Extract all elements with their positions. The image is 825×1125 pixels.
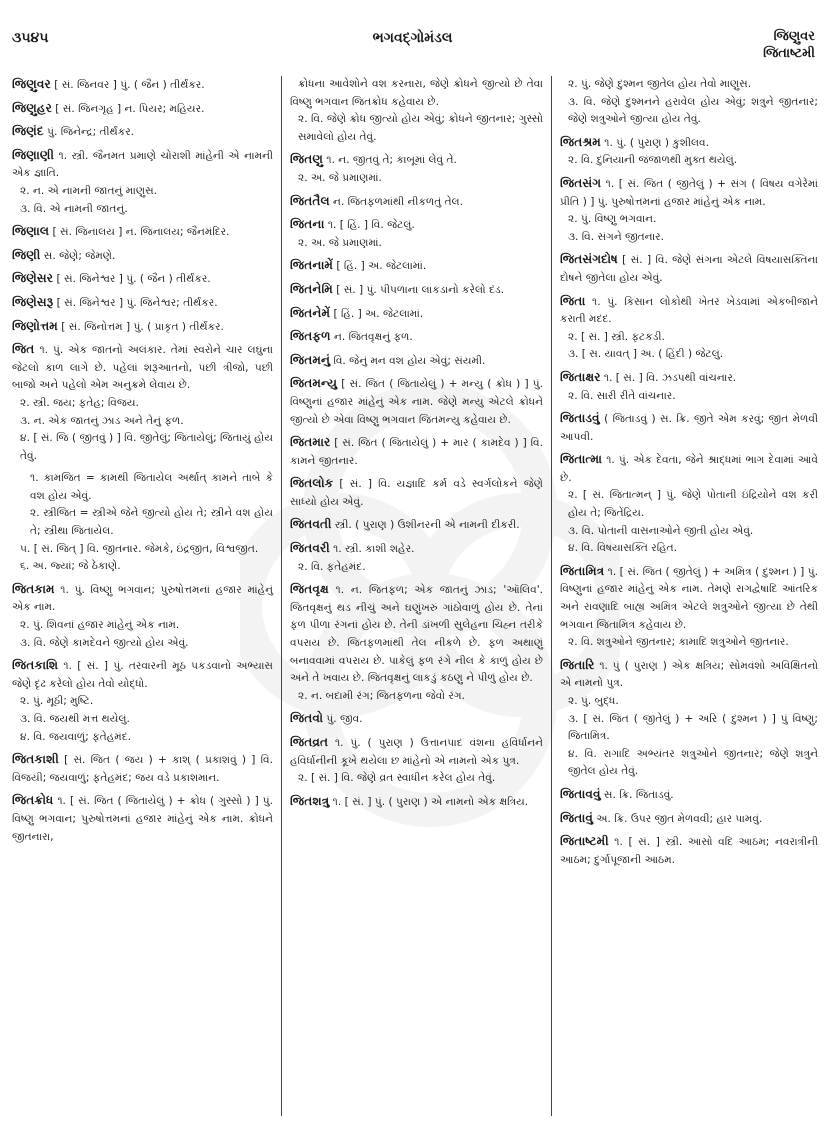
- definition: [ સં. ] વિ. યજ્ઞાદિ કર્મ વડે સ્વર્ગલોકને જેણે સાધ્યો હોય એવું.: [290, 478, 543, 508]
- definition: [ સં. જિનવર ] પું. ( જૈન ) તીર્થંકર.: [54, 79, 205, 91]
- headword: જિતસંગ: [560, 175, 602, 190]
- definition: [ હિં. ] અ. જેટલામાં.: [336, 260, 427, 273]
- definition: ૧. [ સં. ] પું. તરવારની મૂઠ પકડવાનો અભ્યાસ જેણે દૃઢ કરેલો હોય તેવો યોદ્ધો.: [12, 660, 273, 690]
- dictionary-entry: [12, 76, 273, 95]
- definition: ૧. [ સં. ] સ્ત્રી. આસો વદિ આઠમ; નવરાત્રીની આઠમ; દુર્ગાપૂજાની આઠમ.: [560, 836, 818, 866]
- headword: જિતાક્ષર: [560, 369, 601, 384]
- definition: [ હિં. ] અ. જેટલામાં.: [333, 307, 424, 320]
- dictionary-entry: [12, 751, 273, 787]
- dictionary-entry: [560, 657, 818, 781]
- definition: ૧. ન. જિતફળ; એક જાતનું ઝાડ; 'ઑલિવ'. જિતવૃક્ષનું થડ નીચું અને ઘણુંખરું ગાંઠોવાળું હોય છે. તેનાં ફળ પીળા રંગનાં હોય છે. તેની ડાંખળી સુલેહના ચિહ્ન તરીકે વપરાય છે. જિતફળમાંથી તેલ નીકળે છે. ફળ અથાણું બનાવવામાં વપરાય છે. પાકેલું ફળ રંગે નીલ કે કાળું હોય છે અને તે ખવાય છે. જિતવૃક્ષનું લાકડું કઠણુ ને પીળું હોય છે.: [290, 584, 543, 685]
- definition: સ. જેણે; જેમણે.: [43, 249, 116, 262]
- headword: જિતના: [290, 217, 325, 232]
- dictionary-entry: [12, 341, 273, 465]
- headword: જિતફળ: [290, 329, 331, 344]
- sense: ૨. પું. શિવનાં હજાર માંહેનું એક નામ.: [20, 619, 180, 632]
- dictionary-entry: [12, 223, 273, 242]
- definition: [ સં. ] પું. પીપળાના લાકડાનો કરેલો દંડ.: [336, 283, 505, 296]
- headword: જિતલોક: [290, 476, 334, 491]
- definition: ૧. [ સં. જિત ( જીતેલું ) + અમિત્ર ( દુશ્મન ) ] પું. વિષ્ણુનાં હજાર માંહેનું એક નામ. તેમણે રાગદ્વેષાદિ આંતરિક અને રાવણાદિ બાહ્ય અમિત્ર એટલે શત્રુઓને જીત્યા છે તેથી ભગવાન જિતામિત્ર કહેવાય છે.: [560, 565, 818, 631]
- sense: ૩. વિ. સંગને જીતનાર.: [568, 230, 665, 243]
- definition: ૧. ન. જીતવું તે; કાબૂમાં લેવું તે.: [326, 154, 457, 167]
- dictionary-entry: [290, 375, 543, 429]
- definition: ૧. પું ( પુરાણ ) એક ક્ષત્રિય; સોમવંશો અવિક્ષિતનો એ નામનો પુત્ર.: [560, 659, 818, 690]
- headword: જિતશ્રમ: [560, 134, 601, 149]
- definition: ૧. સ્ત્રી. કાશી શહેર.: [333, 543, 415, 556]
- sense: ૩. ન. એક જાતનું ઝાડ અને તેનું ફળ.: [20, 414, 184, 427]
- definition: વિ. જેનું મન વશ હોય એવું; સંયમી.: [333, 354, 486, 367]
- headword: જિતા: [560, 293, 586, 308]
- dictionary-entry: [12, 581, 273, 652]
- definition: [ સં. જિત ( જય ) + કાશ્ ( પ્રકાશવું ) ] વિ. વિજયી; જયવાળું; ફતેહમંદ; જય વડે પ્રકાશમાન.: [12, 754, 273, 784]
- dictionary-entry: [560, 134, 818, 170]
- sense: ૨. [ સં. ] સ્ત્રી. ફટકડી.: [568, 330, 665, 343]
- definition: ૧. પું. ( પુરાણ ) ઉત્તાનપાદ વંશના હવિર્ધાનને હવિર્ધાનીની કૂખે થયેલા છ માંહેનો એ નામનો એક પુત્ર.: [290, 737, 543, 767]
- dictionary-entry: [12, 247, 273, 266]
- definition: ક્રોધના આવેશોને વશ કરનારા, જેણે ક્રોધને જીત્યો છે તેવા વિષ્ણુ ભગવાન જિતક્રોધ કહેવાય છે.: [290, 78, 543, 108]
- dictionary-entry: [290, 434, 543, 470]
- sense: ૩. વિ. જયથી મત્ત થયેલું.: [20, 713, 130, 725]
- dictionary-entry: [290, 710, 543, 729]
- sense: ૪. વિ. રાગાદિ અભ્યંતર શત્રુઓને જીતનાર; જેણે શત્રુને જીતેલ હોય તેવું.: [568, 747, 818, 778]
- definition: ૧. પું. એક જાતનો અલંકાર. તેમાં સ્વરોને ચાર લઘુના જેટલો કાળ લાગે છે. પહેલાં શરૂઆતનો, પછી ત્રીજો, પછી બાજો અને પહેલો એમ અનુક્રમે લેવાય છે.: [12, 344, 273, 392]
- definition: ૧. પું. એક દેવતા, જેને શ્રાદ્ધમાં ભાગ દેવામાં આવે છે.: [560, 454, 818, 484]
- definition: સ્ત્રી. ( પુરાણ ) ઉશીનરની એ નામની દીકરી.: [334, 519, 520, 532]
- example-sense: ૨. સ્ત્રીજિત = સ્ત્રીએ જેને જીત્યો હોય તે; સ્ત્રીને વશ હોય તે; સ્ત્રીથા જિતાયેલ.: [30, 507, 273, 538]
- definition: [ સં. જિનાલય ] ન. જિનાલય; જૈનમંદિર.: [52, 226, 230, 239]
- sense: ૬. અ. જ્યાં; જે ઠેકાણે.: [20, 560, 121, 573]
- sense: ૨. વિ. જેણે ક્રોધ જીત્યો હોય એવું; ક્રોધને જીતનાર; ગુસ્સો સમાવેલો હોય તેવું.: [298, 113, 543, 143]
- headword: જિતણુ: [290, 152, 323, 167]
- dictionary-entry: [560, 563, 818, 652]
- definition: ૧. પું. કિસાન લોકોથી ખેતર ખેડવામાં એકબીજાને કરાતી મદદ.: [560, 295, 818, 326]
- definition: [ સં. જિનોત્તમ ] પું. ( પ્રાકૃત ) તીર્થંકર.: [61, 320, 224, 333]
- dictionary-entry: [560, 293, 818, 364]
- dictionary-entry: [290, 516, 543, 535]
- running-title: ભગવદ્ગોમંડલ: [372, 30, 453, 46]
- dictionary-entry: [290, 540, 543, 576]
- definition: ( જિતાડવું ) સ. ક્રિ. જીતે એમ કરવું; જીત મેળવી આપવી.: [560, 413, 818, 443]
- headword: જિતકાશી: [12, 752, 59, 767]
- definition: ૧. સ્ત્રી. જૈનમત પ્રમાણે ચોરાશી માંહેની એ નામની એક જ્ઞાતિ.: [12, 149, 273, 180]
- guide-word-first: જિણુવર: [773, 29, 815, 44]
- sense: ૪. [ સં. જિ ( જીતવું ) ] વિ. જીતેલું; જિતાયેલું; જિતાયું હોય તેવું.: [20, 432, 273, 462]
- definition: [ સં. ] વિ. જેણે સંગના એટલે વિષયાસક્તિના દોષને જીતેલા હોય એવું.: [560, 254, 818, 284]
- sense: ૨. પું. મૂઠી; મુષ્ટિ.: [20, 695, 94, 708]
- column-3: [552, 76, 818, 1116]
- dictionary-entry: [290, 581, 543, 705]
- definition: ૧. [ સં. ] પું. ( પુરાણ ) એ નામનો એક ક્ષત્રિય.: [332, 795, 529, 808]
- sense: ૨. વિ. સારી રીતે વાંચનાર.: [568, 389, 676, 402]
- headword: જિણેસર: [12, 271, 54, 286]
- column-1: [10, 76, 282, 1116]
- headword: જિતવો: [290, 711, 324, 726]
- dictionary-entry: [560, 786, 818, 805]
- dictionary-entry: [12, 123, 273, 142]
- dictionary-entry: [12, 100, 273, 119]
- page-header: [0, 28, 825, 68]
- headword: જિતાડવું: [560, 411, 600, 426]
- sense: ૫. [ સં. જિત્ ] વિ. જીતનાર. જેમકે, ઇંદ્રજીત, વિશ્વજીત.: [20, 542, 259, 555]
- headword: જિતસંગદોષ: [560, 252, 618, 267]
- headword: જિતકાશિ: [12, 658, 59, 673]
- dictionary-entry: [560, 175, 818, 246]
- headword: જિતશત્રુ: [290, 793, 330, 808]
- sense: ૩. વિ. જેણે દુશ્મનને હરાવેલ હોય એવું; શત્રુને જીતનાર; જેણે શત્રુઓને જીત્યા હોય તેવું.: [568, 95, 818, 126]
- sense: ૨. વિ. દુનિયાની જંજાળથી મુક્ત થયેલું.: [568, 154, 738, 167]
- guide-words: [763, 28, 815, 62]
- dictionary-entry: [290, 793, 543, 812]
- headword: જિતમાર: [290, 435, 331, 450]
- headword: જિણી: [12, 247, 41, 262]
- definition: પું. જિનેન્દ્ર; તીર્થંકર.: [47, 126, 135, 139]
- sense: ૨. પું. બુદ્ધ.: [568, 695, 619, 707]
- dictionary-entry: [290, 734, 543, 788]
- headword: જિત: [12, 342, 35, 357]
- sense: ૨. અ. જે પ્રમાણમાં.: [298, 236, 382, 249]
- sense: ૩. [ સં. જિત ( જીતેલું ) + અરિ ( દુશ્મન ) ] પું વિષ્ણુ; જિતામિત્ર.: [568, 712, 818, 743]
- dictionary-entry: [12, 294, 273, 313]
- definition: પું. જીવ.: [326, 713, 363, 726]
- headword: જિતનામેં: [290, 258, 334, 273]
- dictionary-entry: [12, 147, 273, 218]
- dictionary-entry: [560, 810, 818, 829]
- sense: ૪. વિ. વિષયાસક્તિ રહિત.: [568, 542, 678, 555]
- headword: જિણુવર: [12, 77, 51, 91]
- headword: જિતવૃક્ષ: [290, 582, 329, 597]
- dictionary-entry: [560, 410, 818, 446]
- dictionary-entry: [290, 76, 543, 146]
- headword: જિતાવું: [560, 810, 593, 825]
- definition: ૧. [ સં. જિત ( જિતાયેલું ) + ક્રોધ ( ગુસ્સો ) ] પું. વિષ્ણુ ભગવાન; પુરુષોત્તમનાં હજાર માંહેનું એક નામ. ક્રોધને જીતનારા,: [12, 795, 273, 843]
- dictionary-columns: [10, 76, 818, 1116]
- dictionary-entry: [290, 216, 543, 252]
- sense: ૩. [ સ. યાવત્ ] અ. ( હિંદી ) જેટલું.: [568, 348, 724, 361]
- headword: જિતાવવું: [560, 786, 601, 801]
- sense: ૩. વિ. પોતાની વાસનાઓને જીતી હોય એવું.: [568, 524, 754, 537]
- headword: જિતનેમેં: [290, 305, 331, 320]
- definition: ૧. [ હિં. ] વિ. જેટલું.: [327, 219, 415, 232]
- dictionary-entry: [12, 318, 273, 337]
- dictionary-entry: [290, 281, 543, 300]
- sense: ૨. વિ. ફતેહમંદ.: [298, 560, 366, 573]
- headword: જિણાલ: [12, 224, 50, 239]
- headword: જિતક્રોધ: [12, 793, 54, 808]
- page-number: ૩૫૪૫: [12, 30, 49, 46]
- headword: જિતતૈલ: [290, 193, 330, 208]
- dictionary-entry: [560, 251, 818, 287]
- headword: જિતવતી: [290, 517, 332, 532]
- sense: ૪. વિ. જયવાળું; ફતેહમંદ.: [20, 730, 132, 743]
- definition: ન. જિતવૃક્ષનું ફળ.: [333, 331, 413, 344]
- definition: [ સં. જિત ( જિતાયેલું ) + મન્યુ ( ક્રોધ ) ] પું. વિષ્ણુનાં હજાર માંહેનું એક નામ. જેણે મન્યુ એટલે ક્રોધને જીત્યો છે એવા વિષ્ણુ ભગવાન જિતમન્યુ કહેવાય છે.: [290, 378, 543, 426]
- dictionary-entry: [560, 76, 818, 129]
- dictionary-entry: [560, 369, 818, 405]
- headword: જિણેસરૂ: [12, 294, 54, 309]
- headword: જિતકામ: [12, 581, 55, 596]
- headword: જિતામિત્ર: [560, 563, 605, 578]
- column-2: [282, 76, 552, 1116]
- headword: જિતવ્રત: [290, 735, 329, 749]
- dictionary-entry: [290, 151, 543, 187]
- sense: ૩. વિ. જેણે કામદેવને જીત્યો હોય એવું.: [20, 636, 189, 649]
- sense: ૩. વિ. એ નામની જાતનું.: [20, 202, 128, 215]
- dictionary-entry: [12, 792, 273, 846]
- headword: જિતાષ્ટમી: [560, 834, 609, 849]
- definition: ન. જિતફળમાંથી નીકળતું તેલ.: [333, 195, 463, 208]
- dictionary-entry: [290, 193, 543, 212]
- headword: જિતમનું: [290, 352, 331, 367]
- dictionary-entry: [560, 833, 818, 869]
- sense: ૨. ન. એ નામની જાતનું માણુસ.: [20, 184, 158, 197]
- definition: અ. ક્રિ. ઉપર જીત મેળવવી; હાર પામવું.: [596, 812, 763, 825]
- guide-word-last: જિતાષ્ટમી: [763, 46, 815, 61]
- definition: [ સં. જિનેશ્વર ] પું. ( જૈન ) તીર્થંકર.: [56, 273, 211, 286]
- definition: ૧. [ સં. ] વિ. ઝડપથી વાંચનાર.: [603, 371, 737, 384]
- definition: ૧. પું. ( પુરાણ ) કુશીલવ.: [604, 136, 710, 149]
- definition: [ સં. જિનેશ્વર ] પું. જિનેશ્વર; તીર્થંકર.: [56, 296, 218, 309]
- headword: જિણોત્તમ: [12, 318, 58, 333]
- dictionary-entry: [12, 657, 273, 746]
- dictionary-entry: [12, 270, 273, 289]
- headword: જિતમન્યુ: [290, 376, 338, 391]
- sense: ૨. ન. બદામી રંગ; જિતફળના જેવો રંગ.: [298, 689, 465, 702]
- dictionary-entry: [12, 470, 273, 576]
- sense: ૨. [ સં. ] વિ. જેણે વ્રત સ્વાધીન કરેલ હોય તેવું.: [298, 772, 496, 785]
- dictionary-entry: [290, 475, 543, 511]
- headword: જિણાણી: [12, 147, 55, 162]
- sense: ૨. પું. વિષ્ણુ ભગવાન.: [568, 213, 657, 226]
- headword: જિણંદ: [12, 124, 44, 139]
- example-sense: ૧. કામજિત = કામથી જિતાયેલ અર્થાત્ કામને તાબે કે વશ હોય એવું.: [30, 472, 273, 502]
- definition: [ સં. જિનગૃહ ] ન. પિયર; મહિયર.: [55, 102, 205, 115]
- headword: જિતારિ: [560, 657, 595, 672]
- headword: જિણુહર: [12, 100, 52, 115]
- definition: ૧. [ સં. જિત ( જીતેલું ) + સંગ ( વિષય વગેરેમાં પ્રીતિ ) ] પું. પુરુષોત્તમનાં હજાર માંહેનું એક નામ.: [560, 177, 818, 208]
- headword: જિતવરી: [290, 541, 330, 556]
- definition: [ સં. જિત ( જિતાયેલું ) + માર ( કામદેવ ) ] વિ. કામને જીતનાર.: [290, 437, 543, 467]
- dictionary-entry: [560, 451, 818, 558]
- sense: ૨. વિ. શત્રુઓને જીતનાર; કામાદિ શત્રુઓને જીતનાર.: [568, 636, 789, 649]
- sense: ૨. [ સં. જિતાત્મન્ ] પું. જેણે પોતાની ઇંદ્રિયોને વશ કરી હોય તે; જિતેંદ્રિય.: [568, 489, 818, 520]
- sense: ૨. અ. જે પ્રમાણમાં.: [298, 171, 382, 184]
- dictionary-entry: [290, 305, 543, 324]
- dictionary-entry: [290, 257, 543, 276]
- dictionary-entry: [290, 352, 543, 371]
- definition: ૧. પું. વિષ્ણુ ભગવાન; પુરુષોત્તમનાં હજાર માંહેનું એક નામ.: [12, 583, 274, 614]
- headword: જિતાત્મા: [560, 452, 603, 467]
- definition: સ. ક્રિ. જિતાડવું.: [603, 788, 674, 801]
- dictionary-entry: [290, 328, 543, 347]
- sense: ૨. પું. જેણે દુશ્મન જીતેલ હોય તેવો માણુસ.: [568, 78, 752, 90]
- headword: જિતનેમિ: [290, 281, 333, 296]
- sense: ૨. સ્ત્રી. જય; ફતેહ; વિજય.: [20, 396, 139, 409]
